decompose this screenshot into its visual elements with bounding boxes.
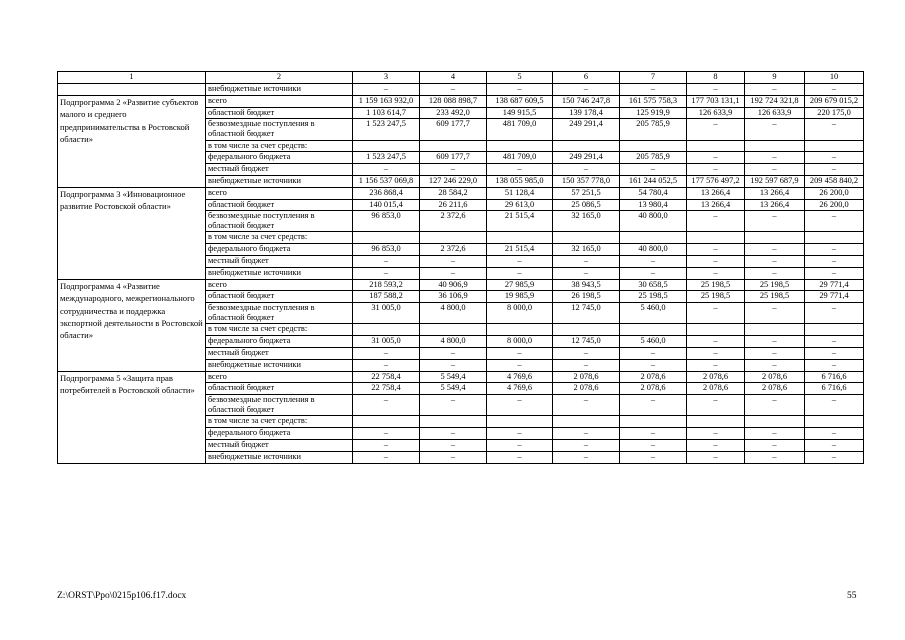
amount-cell: – — [687, 451, 745, 463]
table-row — [58, 279, 864, 291]
amount-cell — [745, 324, 805, 336]
amount-cell: – — [687, 267, 745, 279]
amount-cell: – — [353, 164, 420, 176]
amount-cell — [353, 232, 420, 244]
amount-cell — [805, 140, 864, 152]
amount-cell: – — [487, 359, 553, 371]
amount-cell: – — [805, 451, 864, 463]
amount-cell — [353, 416, 420, 428]
amount-cell: – — [687, 211, 745, 232]
amount-cell — [487, 324, 553, 336]
amount-cell — [553, 232, 620, 244]
column-number-cell: 9 — [745, 72, 805, 84]
amount-cell: – — [745, 84, 805, 96]
funding-source-cell: всего — [206, 371, 353, 383]
amount-cell: 26 200,0 — [805, 187, 864, 199]
amount-cell: 192 724 321,8 — [745, 95, 805, 107]
amount-cell: 2 372,6 — [420, 244, 487, 256]
amount-cell: – — [620, 348, 687, 360]
amount-cell: 8 000,0 — [487, 336, 553, 348]
amount-cell: – — [353, 267, 420, 279]
amount-cell: 22 758,4 — [353, 371, 420, 383]
amount-cell: 25 198,5 — [620, 291, 687, 303]
amount-cell: – — [805, 348, 864, 360]
amount-cell: 12 745,0 — [553, 336, 620, 348]
amount-cell: 4 769,6 — [487, 383, 553, 395]
amount-cell: – — [353, 428, 420, 440]
funding-source-cell: внебюджетные источники — [206, 84, 353, 96]
amount-cell — [805, 416, 864, 428]
funding-source-cell: всего — [206, 95, 353, 107]
amount-cell: – — [620, 164, 687, 176]
amount-cell: 8 000,0 — [487, 303, 553, 324]
amount-cell: – — [620, 439, 687, 451]
table-row — [58, 95, 864, 107]
amount-cell: – — [620, 451, 687, 463]
amount-cell: – — [687, 336, 745, 348]
funding-source-cell: внебюджетные источники — [206, 451, 353, 463]
amount-cell: 609 177,7 — [420, 152, 487, 164]
amount-cell: – — [745, 303, 805, 324]
amount-cell — [620, 232, 687, 244]
amount-cell: 192 597 687,9 — [745, 175, 805, 187]
amount-cell: – — [553, 395, 620, 416]
amount-cell: 51 128,4 — [487, 187, 553, 199]
amount-cell: 138 687 609,5 — [487, 95, 553, 107]
amount-cell: 2 078,6 — [687, 371, 745, 383]
amount-cell — [745, 416, 805, 428]
amount-cell: – — [353, 256, 420, 268]
column-number-cell: 4 — [420, 72, 487, 84]
amount-cell: 26 200,0 — [805, 199, 864, 211]
amount-cell: – — [420, 428, 487, 440]
table-row — [58, 187, 864, 199]
amount-cell — [420, 324, 487, 336]
amount-cell: 236 868,4 — [353, 187, 420, 199]
amount-cell: 481 709,0 — [487, 119, 553, 140]
amount-cell: 150 746 247,8 — [553, 95, 620, 107]
amount-cell: 161 575 758,3 — [620, 95, 687, 107]
amount-cell: 25 086,5 — [553, 199, 620, 211]
page-number: 55 — [847, 591, 857, 601]
amount-cell: 249 291,4 — [553, 119, 620, 140]
amount-cell: 96 853,0 — [353, 211, 420, 232]
amount-cell: 5 460,0 — [620, 336, 687, 348]
amount-cell: – — [745, 211, 805, 232]
amount-cell: – — [745, 164, 805, 176]
amount-cell: 13 266,4 — [745, 199, 805, 211]
amount-cell — [353, 140, 420, 152]
funding-source-cell: местный бюджет — [206, 164, 353, 176]
funding-source-cell: всего — [206, 279, 353, 291]
amount-cell: – — [620, 84, 687, 96]
amount-cell: – — [353, 359, 420, 371]
amount-cell: – — [420, 267, 487, 279]
amount-cell: – — [687, 395, 745, 416]
amount-cell: 4 769,6 — [487, 371, 553, 383]
amount-cell: – — [553, 428, 620, 440]
amount-cell: – — [745, 152, 805, 164]
amount-cell — [487, 140, 553, 152]
amount-cell: – — [420, 395, 487, 416]
amount-cell: 31 005,0 — [353, 336, 420, 348]
amount-cell: 161 244 052,5 — [620, 175, 687, 187]
funding-source-cell: в том числе за счет средств: — [206, 140, 353, 152]
amount-cell: 36 106,9 — [420, 291, 487, 303]
amount-cell: 2 078,6 — [553, 383, 620, 395]
amount-cell: 4 800,0 — [420, 336, 487, 348]
amount-cell: 32 165,0 — [553, 211, 620, 232]
funding-source-cell: безвозмездные поступления в областной бюджет — [206, 119, 353, 140]
amount-cell: 125 919,9 — [620, 107, 687, 119]
amount-cell — [487, 232, 553, 244]
column-number-cell: 6 — [553, 72, 620, 84]
amount-cell: – — [553, 439, 620, 451]
amount-cell: 1 159 163 932,0 — [353, 95, 420, 107]
amount-cell: 19 985,9 — [487, 291, 553, 303]
amount-cell: – — [420, 348, 487, 360]
amount-cell: 2 078,6 — [620, 383, 687, 395]
amount-cell: – — [745, 348, 805, 360]
amount-cell: 127 246 229,0 — [420, 175, 487, 187]
amount-cell — [353, 324, 420, 336]
amount-cell: 1 156 537 069,8 — [353, 175, 420, 187]
funding-source-cell: внебюджетные источники — [206, 267, 353, 279]
amount-cell: – — [687, 244, 745, 256]
amount-cell: 40 906,9 — [420, 279, 487, 291]
amount-cell: – — [553, 451, 620, 463]
amount-cell — [553, 140, 620, 152]
amount-cell — [553, 324, 620, 336]
amount-cell: 57 251,5 — [553, 187, 620, 199]
amount-cell: – — [805, 336, 864, 348]
amount-cell — [745, 232, 805, 244]
amount-cell: – — [553, 267, 620, 279]
amount-cell: 2 372,6 — [420, 211, 487, 232]
funding-source-cell: федерального бюджета — [206, 336, 353, 348]
amount-cell: – — [487, 348, 553, 360]
amount-cell: – — [420, 84, 487, 96]
amount-cell: – — [553, 348, 620, 360]
amount-cell: 25 198,5 — [745, 291, 805, 303]
amount-cell: – — [420, 256, 487, 268]
amount-cell: 26 211,6 — [420, 199, 487, 211]
amount-cell: 13 266,4 — [745, 187, 805, 199]
amount-cell: – — [805, 395, 864, 416]
amount-cell: – — [745, 428, 805, 440]
amount-cell: – — [687, 428, 745, 440]
funding-source-cell: областной бюджет — [206, 383, 353, 395]
amount-cell: – — [620, 256, 687, 268]
budget-table — [57, 71, 864, 464]
amount-cell: – — [420, 451, 487, 463]
amount-cell: – — [745, 256, 805, 268]
amount-cell: 2 078,6 — [553, 371, 620, 383]
amount-cell: 220 175,0 — [805, 107, 864, 119]
amount-cell — [420, 140, 487, 152]
amount-cell: 2 078,6 — [620, 371, 687, 383]
amount-cell: – — [805, 303, 864, 324]
amount-cell — [687, 416, 745, 428]
amount-cell — [745, 140, 805, 152]
amount-cell: – — [805, 244, 864, 256]
amount-cell: 13 266,4 — [687, 187, 745, 199]
amount-cell: 6 716,6 — [805, 383, 864, 395]
amount-cell: 13 266,4 — [687, 199, 745, 211]
subprogram-name: Подпрограмма 3 «Инновационное развитие Ростовской области» — [58, 187, 206, 279]
subprogram-name: Подпрограмма 4 «Развитие международного, межрегионального сотрудничества и поддержка экспортной деятельности в Ростовской области» — [58, 279, 206, 371]
funding-source-cell: местный бюджет — [206, 439, 353, 451]
amount-cell: – — [487, 395, 553, 416]
amount-cell: 25 198,5 — [745, 279, 805, 291]
subprogram-name: Подпрограмма 5 «Защита прав потребителей в Ростовской области» — [58, 371, 206, 463]
amount-cell: – — [745, 336, 805, 348]
amount-cell: – — [420, 359, 487, 371]
funding-source-cell: местный бюджет — [206, 348, 353, 360]
amount-cell: – — [687, 439, 745, 451]
amount-cell: 187 588,2 — [353, 291, 420, 303]
amount-cell: 5 460,0 — [620, 303, 687, 324]
amount-cell: – — [805, 119, 864, 140]
column-number-cell: 5 — [487, 72, 553, 84]
amount-cell: 26 198,5 — [553, 291, 620, 303]
amount-cell: – — [620, 267, 687, 279]
amount-cell: 209 458 840,2 — [805, 175, 864, 187]
amount-cell: 126 633,9 — [687, 107, 745, 119]
footer-file-path: Z:\ORST\Ppo\0215p106.f17.docx — [57, 591, 187, 601]
amount-cell: 126 633,9 — [745, 107, 805, 119]
amount-cell: – — [487, 164, 553, 176]
amount-cell: – — [805, 428, 864, 440]
amount-cell: – — [553, 256, 620, 268]
amount-cell: – — [745, 359, 805, 371]
amount-cell — [687, 324, 745, 336]
amount-cell: 140 015,4 — [353, 199, 420, 211]
amount-cell: 40 800,0 — [620, 244, 687, 256]
amount-cell: – — [620, 359, 687, 371]
amount-cell: – — [687, 84, 745, 96]
table-header-row — [58, 72, 864, 84]
amount-cell: 2 078,6 — [745, 383, 805, 395]
amount-cell: 21 515,4 — [487, 244, 553, 256]
amount-cell: – — [745, 439, 805, 451]
amount-cell: 149 915,5 — [487, 107, 553, 119]
amount-cell — [487, 416, 553, 428]
amount-cell: – — [553, 359, 620, 371]
amount-cell: 218 593,2 — [353, 279, 420, 291]
amount-cell: – — [687, 359, 745, 371]
amount-cell: 21 515,4 — [487, 211, 553, 232]
amount-cell: – — [487, 256, 553, 268]
amount-cell — [620, 324, 687, 336]
funding-source-cell: безвозмездные поступления в областной бюджет — [206, 395, 353, 416]
funding-source-cell: областной бюджет — [206, 291, 353, 303]
continued-cell — [58, 84, 206, 96]
amount-cell: 40 800,0 — [620, 211, 687, 232]
amount-cell: – — [805, 84, 864, 96]
amount-cell: – — [353, 395, 420, 416]
amount-cell: – — [420, 164, 487, 176]
amount-cell: – — [353, 348, 420, 360]
amount-cell: – — [687, 256, 745, 268]
funding-source-cell: безвозмездные поступления в областной бюджет — [206, 303, 353, 324]
amount-cell — [620, 416, 687, 428]
amount-cell: – — [745, 395, 805, 416]
amount-cell: – — [805, 164, 864, 176]
amount-cell: – — [745, 244, 805, 256]
amount-cell — [553, 416, 620, 428]
amount-cell: 205 785,9 — [620, 152, 687, 164]
amount-cell: 25 198,5 — [687, 291, 745, 303]
amount-cell: – — [805, 439, 864, 451]
amount-cell: 32 165,0 — [553, 244, 620, 256]
funding-source-cell: федерального бюджета — [206, 152, 353, 164]
amount-cell: 22 758,4 — [353, 383, 420, 395]
amount-cell: 177 703 131,1 — [687, 95, 745, 107]
table-row — [58, 84, 864, 96]
column-number-cell: 3 — [353, 72, 420, 84]
funding-source-cell: федерального бюджета — [206, 428, 353, 440]
amount-cell: 1 523 247,5 — [353, 152, 420, 164]
amount-cell: 2 078,6 — [687, 383, 745, 395]
amount-cell: – — [745, 451, 805, 463]
amount-cell: – — [805, 152, 864, 164]
funding-source-cell: в том числе за счет средств: — [206, 416, 353, 428]
amount-cell: – — [687, 164, 745, 176]
amount-cell: 1 523 247,5 — [353, 119, 420, 140]
amount-cell: – — [687, 152, 745, 164]
amount-cell: 54 780,4 — [620, 187, 687, 199]
amount-cell: – — [805, 211, 864, 232]
amount-cell: – — [353, 439, 420, 451]
amount-cell: 29 771,4 — [805, 279, 864, 291]
amount-cell: 25 198,5 — [687, 279, 745, 291]
funding-source-cell: в том числе за счет средств: — [206, 324, 353, 336]
amount-cell: – — [805, 359, 864, 371]
amount-cell — [420, 232, 487, 244]
amount-cell: 138 055 985,0 — [487, 175, 553, 187]
funding-source-cell: областной бюджет — [206, 107, 353, 119]
amount-cell: – — [687, 303, 745, 324]
amount-cell: – — [805, 267, 864, 279]
subprogram-name: Подпрограмма 2 «Развитие субъектов малого и среднего предпринимательства в Ростовской области» — [58, 95, 206, 187]
funding-source-cell: внебюджетные источники — [206, 359, 353, 371]
funding-source-cell: всего — [206, 187, 353, 199]
amount-cell: 12 745,0 — [553, 303, 620, 324]
column-number-cell: 7 — [620, 72, 687, 84]
amount-cell: – — [805, 256, 864, 268]
amount-cell — [687, 140, 745, 152]
amount-cell: – — [487, 84, 553, 96]
amount-cell: – — [620, 395, 687, 416]
amount-cell: 139 178,4 — [553, 107, 620, 119]
amount-cell — [620, 140, 687, 152]
amount-cell: – — [745, 119, 805, 140]
column-number-cell: 1 — [58, 72, 206, 84]
amount-cell: 4 800,0 — [420, 303, 487, 324]
amount-cell: 5 549,4 — [420, 383, 487, 395]
funding-source-cell: федерального бюджета — [206, 244, 353, 256]
amount-cell: 177 576 497,2 — [687, 175, 745, 187]
amount-cell: 96 853,0 — [353, 244, 420, 256]
amount-cell: 28 584,2 — [420, 187, 487, 199]
amount-cell: 209 679 015,2 — [805, 95, 864, 107]
amount-cell: 2 078,6 — [745, 371, 805, 383]
table-row — [58, 371, 864, 383]
amount-cell: 128 088 898,7 — [420, 95, 487, 107]
column-number-cell: 2 — [206, 72, 353, 84]
amount-cell: – — [553, 84, 620, 96]
amount-cell: 481 709,0 — [487, 152, 553, 164]
amount-cell: 6 716,6 — [805, 371, 864, 383]
amount-cell: 150 357 778,0 — [553, 175, 620, 187]
amount-cell — [687, 232, 745, 244]
amount-cell: – — [687, 119, 745, 140]
funding-source-cell: в том числе за счет средств: — [206, 232, 353, 244]
amount-cell: – — [687, 348, 745, 360]
amount-cell: 13 980,4 — [620, 199, 687, 211]
amount-cell: 38 943,5 — [553, 279, 620, 291]
amount-cell: – — [353, 84, 420, 96]
amount-cell: 609 177,7 — [420, 119, 487, 140]
amount-cell: – — [353, 451, 420, 463]
amount-cell: – — [487, 439, 553, 451]
amount-cell — [805, 232, 864, 244]
amount-cell: 27 985,9 — [487, 279, 553, 291]
amount-cell: 249 291,4 — [553, 152, 620, 164]
amount-cell: 30 658,5 — [620, 279, 687, 291]
column-number-cell: 8 — [687, 72, 745, 84]
funding-source-cell: безвозмездные поступления в областной бюджет — [206, 211, 353, 232]
amount-cell: 29 771,4 — [805, 291, 864, 303]
amount-cell: – — [620, 428, 687, 440]
column-number-cell: 10 — [805, 72, 864, 84]
amount-cell: 205 785,9 — [620, 119, 687, 140]
amount-cell: 31 005,0 — [353, 303, 420, 324]
amount-cell: 1 103 614,7 — [353, 107, 420, 119]
amount-cell: – — [553, 164, 620, 176]
amount-cell — [420, 416, 487, 428]
funding-source-cell: внебюджетные источники — [206, 175, 353, 187]
amount-cell: – — [487, 428, 553, 440]
amount-cell: 29 613,0 — [487, 199, 553, 211]
amount-cell — [805, 324, 864, 336]
amount-cell: 5 549,4 — [420, 371, 487, 383]
amount-cell: – — [487, 451, 553, 463]
amount-cell: – — [745, 267, 805, 279]
amount-cell: – — [487, 267, 553, 279]
funding-source-cell: местный бюджет — [206, 256, 353, 268]
funding-source-cell: областной бюджет — [206, 199, 353, 211]
amount-cell: 233 492,0 — [420, 107, 487, 119]
amount-cell: – — [420, 439, 487, 451]
